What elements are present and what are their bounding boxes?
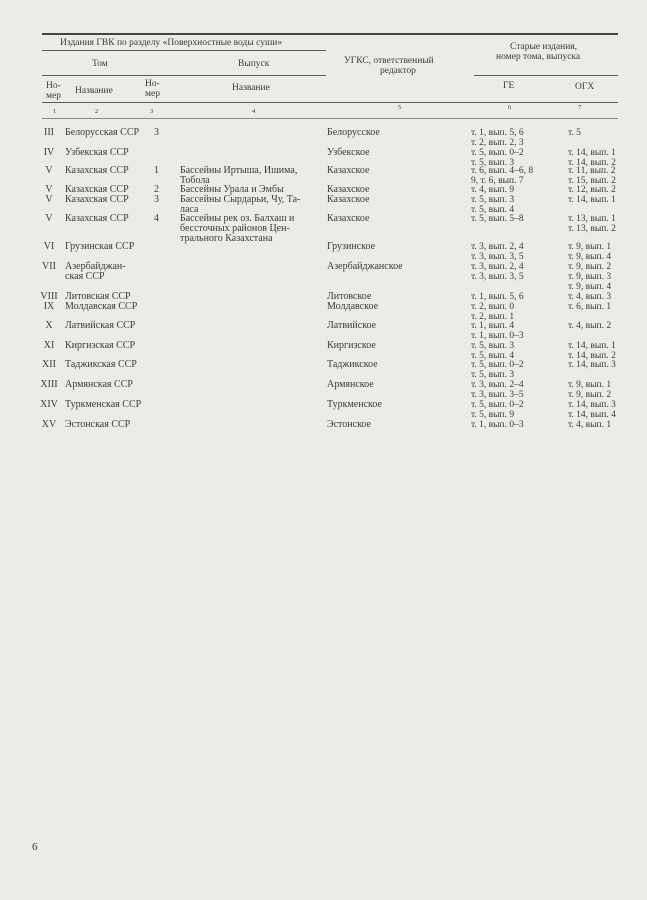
row-name: Латвийская ССР: [65, 320, 136, 331]
row-ge: т. 5, вып. 3: [471, 370, 515, 380]
row-number: IX: [43, 301, 55, 312]
row-ge: т. 5, вып. 9: [471, 410, 515, 420]
row-ge: т. 3, вып. 3, 5: [471, 272, 524, 282]
row-ge: т. 4, вып. 9: [471, 185, 515, 195]
row-ogh: т. 4, вып. 1: [568, 420, 612, 430]
row-ogh: т. 14, вып. 1: [568, 341, 616, 351]
row-ogh: т. 14, вып. 1: [568, 195, 616, 205]
row-ugks: Азербайджанское: [327, 261, 403, 272]
row-ogh: т. 9, вып. 1: [568, 242, 612, 252]
row-name: Туркменская ССР: [65, 399, 142, 410]
row-ge: т. 3, вып. 2–4: [471, 380, 524, 390]
row-number: XI: [43, 340, 55, 351]
group-title: Издания ГВК по разделу «Поверхностные воды суши»: [60, 38, 283, 48]
row-ge: т. 1, вып. 5, 6: [471, 128, 524, 138]
row-ugks: Узбекское: [327, 147, 370, 158]
row-vypusk-name: Бассейны рек оз. Балхаш и: [180, 213, 295, 224]
row-ogh: т. 4, вып. 2: [568, 321, 612, 331]
row-name: Узбекская ССР: [65, 147, 129, 158]
group-title-underline: [42, 50, 326, 51]
page-number: 6: [32, 841, 38, 853]
row-ge: т. 1, вып. 0–3: [471, 331, 524, 341]
subheader-rule: [42, 75, 326, 76]
row-ogh: т. 14, вып. 2: [568, 351, 616, 361]
row-ge: т. 2, вып. 0: [471, 302, 515, 312]
row-ogh: т. 13, вып. 2: [568, 224, 616, 234]
header-nomer-tom-2: мер: [46, 91, 61, 101]
row-ge: т. 5, вып. 3: [471, 341, 515, 351]
row-ge: т. 2, вып. 2, 3: [471, 138, 524, 148]
col-number-7: 7: [578, 104, 582, 111]
row-ugks: Казахское: [327, 184, 370, 195]
row-ge: т. 5, вып. 3: [471, 195, 515, 205]
row-vypusk-name: бессточных районов Цен-: [180, 223, 290, 234]
row-name: Казахская ССР: [65, 184, 129, 195]
row-name: Армянская ССР: [65, 379, 133, 390]
row-ugks: Армянское: [327, 379, 374, 390]
header-ugks-2: редактор: [380, 66, 416, 76]
col-number-1: 1: [53, 108, 57, 115]
row-name: Литовская ССР: [65, 291, 131, 302]
row-vypusk-number: 2: [154, 184, 159, 195]
row-ugks: Казахское: [327, 194, 370, 205]
row-ogh: т. 14, вып. 2: [568, 158, 616, 168]
row-ugks: Молдавское: [327, 301, 379, 312]
row-ugks: Казахское: [327, 165, 370, 176]
row-ge: т. 5, вып. 3: [471, 158, 515, 168]
row-ge: т. 5, вып. 0–2: [471, 360, 524, 370]
header-nomer-vyp-1: Но-: [145, 79, 160, 89]
col-number-6: 6: [508, 104, 512, 111]
row-name: Эстонская ССР: [65, 419, 131, 430]
row-number: III: [44, 127, 54, 138]
row-vypusk-number: 4: [154, 213, 159, 224]
row-ge: т. 3, вып. 2, 4: [471, 262, 524, 272]
row-vypusk-name: ласа: [180, 204, 199, 215]
row-vypusk-number: 1: [154, 165, 159, 176]
row-ugks: Туркменское: [327, 399, 382, 410]
row-ogh: т. 9, вып. 4: [568, 282, 612, 292]
colnum-bottom-rule: [42, 118, 618, 119]
col-number-3: 3: [150, 108, 154, 115]
header-vypusk: Выпуск: [238, 59, 270, 69]
row-ugks: Грузинское: [327, 241, 376, 252]
header-ugks-1: УГКС, ответственный: [344, 56, 434, 66]
row-ge: т. 1, вып. 0–3: [471, 420, 524, 430]
row-ogh: т. 14, вып. 4: [568, 410, 616, 420]
row-number: XIV: [40, 399, 58, 410]
row-ge: т. 1, вып. 5, 6: [471, 292, 524, 302]
subheader-rule-right: [474, 75, 618, 76]
row-number: V: [45, 165, 53, 176]
row-name: Казахская ССР: [65, 165, 129, 176]
row-vypusk-number: 3: [154, 194, 159, 205]
row-number: IV: [43, 147, 55, 158]
row-ogh: т. 9, вып. 2: [568, 390, 612, 400]
row-number: XV: [41, 419, 57, 430]
row-ugks: Казахское: [327, 213, 370, 224]
row-number: V: [45, 184, 53, 195]
row-ogh: т. 9, вып. 1: [568, 380, 612, 390]
row-vypusk-name: Бассейны Сырдарьи, Чу, Та-: [180, 194, 301, 205]
header-nomer-vyp-2: мер: [145, 89, 160, 99]
row-number: XIII: [40, 379, 58, 390]
row-ugks: Киргизское: [327, 340, 376, 351]
row-ge: т. 3, вып. 2, 4: [471, 242, 524, 252]
row-number: XII: [42, 359, 56, 370]
row-ugks: Белорусское: [327, 127, 380, 138]
table-top-rule: [42, 33, 618, 35]
row-ge: т. 3, вып. 3, 5: [471, 252, 524, 262]
row-ge: т. 5, вып. 0–2: [471, 400, 524, 410]
row-name: Азербайджан-: [65, 261, 126, 272]
header-nazvanie-tom: Название: [75, 86, 113, 96]
row-number: V: [45, 194, 53, 205]
row-ge: т. 5, вып. 4: [471, 205, 515, 215]
header-old-1: Старые издания,: [510, 42, 578, 52]
row-ge: т. 5, вып. 0–2: [471, 148, 524, 158]
row-ugks: Латвийское: [327, 320, 377, 331]
row-ge: т. 2, вып. 1: [471, 312, 515, 322]
row-ge: т. 6, вып. 4–6, 8: [471, 166, 534, 176]
row-ge: т. 5, вып. 4: [471, 351, 515, 361]
row-ogh: т. 9, вып. 4: [568, 252, 612, 262]
header-ogh: ОГХ: [575, 82, 595, 92]
row-number: VII: [42, 261, 56, 272]
row-vypusk-number: 3: [154, 127, 159, 138]
row-ge: 9, т. 6, вып. 7: [471, 176, 524, 186]
row-ogh: т. 14, вып. 3: [568, 400, 616, 410]
row-ogh: т. 4, вып. 3: [568, 292, 612, 302]
row-ugks: Эстонское: [327, 419, 371, 430]
row-name: Казахская ССР: [65, 213, 129, 224]
row-vypusk-name: Тобола: [180, 175, 210, 186]
row-number: VIII: [40, 291, 58, 302]
col-number-2: 2: [95, 108, 99, 115]
row-vypusk-name: Бассейны Иртыша, Ишима,: [180, 165, 298, 176]
row-ogh: т. 11, вып. 2: [568, 166, 616, 176]
row-ge: т. 3, вып. 3–5: [471, 390, 524, 400]
row-name: Таджикская ССР: [65, 359, 137, 370]
header-ge: ГЕ: [503, 81, 515, 91]
row-ogh: т. 9, вып. 3: [568, 272, 612, 282]
header-nomer-tom-1: Но-: [46, 81, 61, 91]
row-ogh: т. 13, вып. 1: [568, 214, 616, 224]
row-ugks: Таджикское: [327, 359, 378, 370]
row-ogh: т. 6, вып. 1: [568, 302, 612, 312]
header-tom: Том: [92, 59, 108, 69]
row-ogh: т. 5: [568, 128, 581, 138]
row-number: VI: [43, 241, 55, 252]
row-name: Казахская ССР: [65, 194, 129, 205]
row-name: Грузинская ССР: [65, 241, 135, 252]
row-name: Белорусская ССР: [65, 127, 140, 138]
row-name: ская ССР: [65, 271, 105, 282]
header-bottom-rule: [42, 102, 618, 103]
row-ogh: т. 12, вып. 2: [568, 185, 616, 195]
row-number: V: [45, 213, 53, 224]
row-ogh: т. 14, вып. 1: [568, 148, 616, 158]
row-ge: т. 1, вып. 4: [471, 321, 515, 331]
header-old-2: номер тома, выпуска: [496, 52, 581, 62]
row-vypusk-name: трального Казахстана: [180, 233, 273, 244]
row-vypusk-name: Бассейны Урала и Эмбы: [180, 184, 284, 195]
row-name: Киргизская ССР: [65, 340, 136, 351]
col-number-5: 5: [398, 104, 402, 111]
col-number-4: 4: [252, 108, 256, 115]
row-ugks: Литовское: [327, 291, 372, 302]
row-number: X: [45, 320, 53, 331]
row-name: Молдавская ССР: [65, 301, 138, 312]
row-ogh: т. 9, вып. 2: [568, 262, 612, 272]
row-ogh: т. 14, вып. 3: [568, 360, 616, 370]
header-nazvanie-vyp: Название: [232, 83, 270, 93]
row-ogh: т. 15, вып. 2: [568, 176, 616, 186]
row-ge: т. 5, вып. 5–8: [471, 214, 524, 224]
